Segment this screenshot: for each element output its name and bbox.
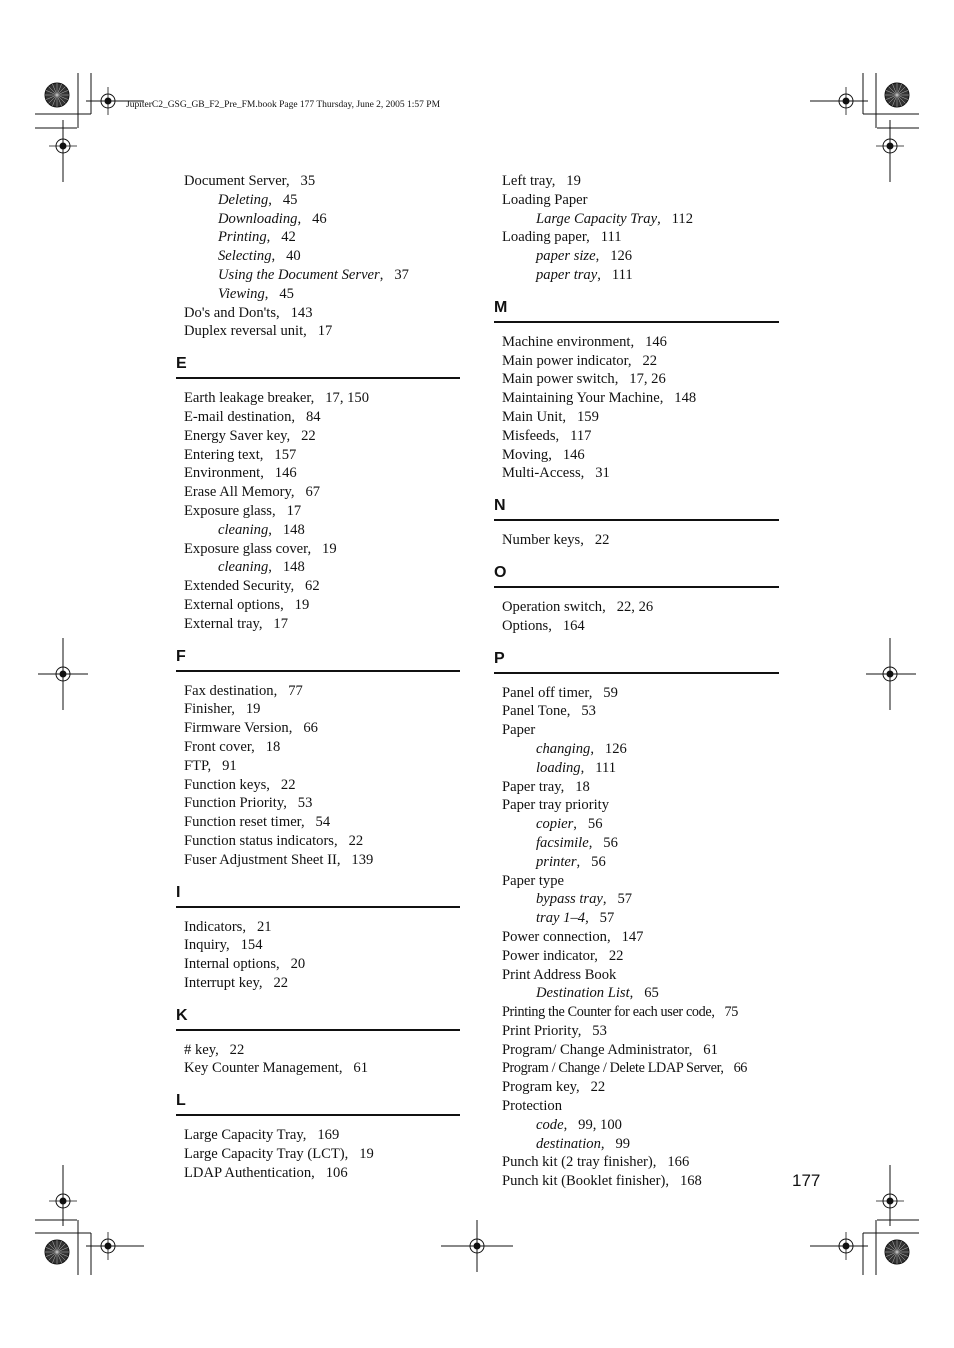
index-subentry: bypass tray, 57 <box>536 891 633 908</box>
index-term: Destination List <box>536 985 630 1002</box>
index-entry: Duplex reversal unit, 17 <box>184 323 333 340</box>
index-entry: Program / Change / Delete LDAP Server, 66 <box>502 1060 748 1077</box>
index-term: Exposure glass <box>184 502 272 519</box>
index-entry: External options, 19 <box>184 596 310 613</box>
section-letter: F <box>176 647 186 665</box>
index-page-ref: 56 <box>587 816 603 833</box>
section-letter: M <box>494 298 508 316</box>
index-page-ref: 19 <box>245 701 261 718</box>
index-entry: Options, 164 <box>502 617 585 634</box>
index-entry: Program/ Change Administrator, 61 <box>502 1041 718 1058</box>
index-entry: Panel Tone, 53 <box>502 703 596 720</box>
index-page-ref: 37 <box>394 266 409 283</box>
index-entry: Function Priority, 53 <box>184 795 313 812</box>
index-term: Paper type <box>502 872 565 889</box>
index-term: Selecting <box>218 248 272 265</box>
index-subentry: code, 99, 100 <box>536 1116 622 1133</box>
index-entry <box>502 721 779 740</box>
index-term: Function keys <box>184 776 267 793</box>
index-page-ref: 42 <box>281 229 296 246</box>
index-term: External options <box>184 596 281 613</box>
index-page-ref: 19 <box>566 173 581 189</box>
index-entry: Misfeeds, 117 <box>502 427 592 444</box>
index-term: Erase All Memory <box>184 484 291 501</box>
index-page-ref: 22 <box>608 947 624 964</box>
index-page-ref: 57 <box>617 891 633 908</box>
index-entry: Main Unit, 159 <box>502 408 599 425</box>
index-entry: Printing the Counter for each user code, 75 <box>502 1004 738 1021</box>
section-letter: I <box>176 883 181 901</box>
index-term: Print Priority <box>502 1022 578 1039</box>
index-term: code <box>536 1116 564 1133</box>
section-heading <box>176 642 460 682</box>
section-heading <box>494 293 779 333</box>
index-entry: Main power indicator, 22 <box>502 352 658 369</box>
index-term: Exposure glass cover <box>184 540 308 557</box>
index-page-ref: 146 <box>645 333 667 350</box>
index-entry: Erase All Memory, 67 <box>184 484 321 501</box>
index-term: Deleting <box>218 191 269 208</box>
index-page-ref: 61 <box>353 1060 368 1077</box>
index-term: # key <box>184 1041 216 1058</box>
index-term: Function reset timer <box>184 814 301 831</box>
index-subentry: cleaning, 148 <box>218 521 305 538</box>
index-page-ref: 18 <box>575 778 590 795</box>
section-rule <box>176 670 460 672</box>
index-term: Main power switch <box>502 371 615 388</box>
index-subentry: facsimile, 56 <box>536 834 618 851</box>
index-term: Protection <box>502 1098 562 1115</box>
index-page-ref: 22 <box>594 532 610 549</box>
index-term: Print Address Book <box>502 966 617 983</box>
index-page-ref: 148 <box>282 521 305 538</box>
index-page-ref: 19 <box>322 540 337 557</box>
index-subentry: loading, 111 <box>536 759 616 776</box>
index-entry: Power connection, 147 <box>502 928 644 945</box>
index-entry: Moving, 146 <box>502 446 585 463</box>
index-page-ref: 159 <box>577 408 599 425</box>
index-entry: Document Server, 35 <box>184 173 316 189</box>
index-term: Downloading <box>218 210 298 227</box>
index-page-ref: 22 <box>273 974 289 991</box>
index-entry: Maintaining Your Machine, 148 <box>502 390 697 407</box>
section-letter: O <box>494 563 507 581</box>
index-entry: Multi-Access, 31 <box>502 465 610 482</box>
index-entry: # key, 22 <box>184 1041 245 1058</box>
index-page-ref: 111 <box>611 266 633 283</box>
index-entry: Left tray, 19 <box>502 173 581 189</box>
index-page-ref: 54 <box>315 814 331 831</box>
index-page-ref: 75 <box>724 1004 738 1021</box>
index-entry: Earth leakage breaker, 17, 150 <box>184 390 369 407</box>
index-page-ref: 157 <box>274 446 297 463</box>
section-rule <box>176 377 460 379</box>
index-entry: Front cover, 18 <box>184 738 281 755</box>
index-entry: Loading paper, 111 <box>502 229 622 246</box>
index-term: Left tray <box>502 173 552 189</box>
index-subentry: Printing, 42 <box>218 229 296 246</box>
index-entry: Function reset timer, 54 <box>184 814 331 831</box>
index-page-ref: 66 <box>303 720 318 737</box>
index-term: cleaning <box>218 521 269 538</box>
index-page-ref: 40 <box>286 248 301 265</box>
index-page-ref: 22 <box>642 352 658 369</box>
index-subentry: Viewing, 45 <box>218 285 294 302</box>
index-term: Options <box>502 617 549 634</box>
index-page-ref: 148 <box>674 390 697 407</box>
index-entry: Panel off timer, 59 <box>502 684 618 701</box>
index-term: Punch kit (Booklet finisher) <box>502 1173 666 1190</box>
index-entry: Inquiry, 154 <box>184 937 263 954</box>
index-term: Firmware Version <box>184 720 289 737</box>
index-entry: Indicators, 21 <box>184 918 272 935</box>
index-entry <box>502 966 779 985</box>
index-term: Large Capacity Tray (LCT) <box>184 1146 345 1163</box>
index-entry: Exposure glass, 17 <box>184 502 302 519</box>
index-page-ref: 111 <box>600 229 622 246</box>
index-entry <box>502 191 779 210</box>
index-term: Environment <box>184 465 261 482</box>
index-entry: Program key, 22 <box>502 1079 606 1096</box>
index-term: E-mail destination <box>184 408 292 425</box>
index-entry: Key Counter Management, 61 <box>184 1060 368 1077</box>
index-page-ref: 77 <box>288 682 303 699</box>
index-term: Document Server <box>184 173 286 189</box>
index-term: Moving <box>502 446 549 463</box>
index-entry: Function keys, 22 <box>184 776 296 793</box>
index-term: Panel Tone <box>502 703 567 720</box>
index-subentry: tray 1–4, 57 <box>536 910 615 927</box>
index-term: tray 1–4 <box>536 910 586 927</box>
index-term: Panel off timer <box>502 684 589 701</box>
index-term: Program / Change / Delete LDAP Server <box>502 1060 721 1077</box>
index-term: cleaning <box>218 559 269 576</box>
index-entry: E-mail destination, 84 <box>184 408 321 425</box>
section-heading <box>176 878 460 918</box>
index-page-ref: 139 <box>351 851 374 868</box>
index-term: facsimile <box>536 834 589 851</box>
index-term: LDAP Authentication <box>184 1164 312 1181</box>
index-term: Maintaining Your Machine <box>502 390 660 407</box>
index-entry: Exposure glass cover, 19 <box>184 540 337 557</box>
index-subentry: changing, 126 <box>536 740 627 757</box>
index-term: Paper <box>502 722 536 739</box>
section-heading <box>494 491 779 531</box>
index-page-ref: 53 <box>592 1022 607 1039</box>
section-heading <box>494 644 779 684</box>
index-term: FTP <box>184 757 208 774</box>
index-term: External tray <box>184 615 259 632</box>
index-page-ref: 22 <box>280 776 296 793</box>
index-term: Function Priority <box>184 795 284 812</box>
index-term: Paper tray priority <box>502 797 609 814</box>
index-page-ref: 35 <box>300 173 316 189</box>
index-term: Duplex reversal unit <box>184 323 304 340</box>
section-letter: K <box>176 1006 188 1024</box>
index-term: Paper tray <box>502 778 561 795</box>
index-subentry: Selecting, 40 <box>218 248 301 265</box>
index-page-ref: 154 <box>240 937 263 954</box>
index-term: paper size <box>536 248 596 265</box>
index-page-ref: 56 <box>591 853 606 870</box>
index-entry: Energy Saver key, 22 <box>184 427 316 444</box>
index-term: Inquiry <box>184 937 227 954</box>
section-rule <box>494 672 779 674</box>
index-entry: Operation switch, 22, 26 <box>502 598 654 615</box>
index-entry: Fax destination, 77 <box>184 682 303 699</box>
section-rule <box>176 1029 460 1031</box>
index-entry: Punch kit (2 tray finisher), 166 <box>502 1154 690 1171</box>
index-entry: Print Priority, 53 <box>502 1022 607 1039</box>
index-term: changing <box>536 740 591 757</box>
index-page-ref: 146 <box>274 465 297 482</box>
index-page-ref: 99 <box>615 1135 631 1152</box>
index-subentry: Downloading, 46 <box>218 210 327 227</box>
index-term: loading <box>536 759 581 776</box>
index-term: Extended Security <box>184 578 291 595</box>
index-page-ref: 22 <box>590 1079 606 1096</box>
index-entry: Punch kit (Booklet finisher), 168 <box>502 1173 702 1190</box>
index-subentry: paper tray, 111 <box>536 266 633 283</box>
index-entry: Function status indicators, 22 <box>184 832 364 849</box>
index-page-ref: 53 <box>581 703 596 720</box>
index-entry: Entering text, 157 <box>184 446 297 463</box>
book-header: JupiterC2_GSG_GB_F2_Pre_FM.book Page 177 Thursday, June 2, 2005 1:57 PM <box>126 100 441 110</box>
index-term: Earth leakage breaker <box>184 390 311 407</box>
index-page-ref: 21 <box>256 918 272 935</box>
index-term: Main Unit <box>502 408 563 425</box>
index-term: Front cover <box>184 738 252 755</box>
index-entry: External tray, 17 <box>184 615 289 632</box>
index-term: Function status indicators <box>184 832 334 849</box>
index-entry: Large Capacity Tray (LCT), 19 <box>184 1146 374 1163</box>
index-page-ref: 91 <box>222 757 237 774</box>
index-term: Indicators <box>184 918 243 935</box>
index-term: Loading paper <box>502 229 587 246</box>
index-term: Punch kit (2 tray finisher) <box>502 1154 653 1171</box>
index-page-ref: 84 <box>306 408 321 425</box>
index-page-ref: 22, 26 <box>616 598 654 615</box>
index-page-ref: 59 <box>603 684 618 701</box>
index-page-ref: 17, 26 <box>629 371 666 388</box>
index-entry: Number keys, 22 <box>502 532 610 549</box>
index-term: printer <box>536 853 577 870</box>
index-page-ref: 53 <box>297 795 313 812</box>
index-page-ref: 46 <box>312 210 327 227</box>
index-page-ref: 17, 150 <box>325 390 369 407</box>
index-term: Key Counter Management <box>184 1060 339 1077</box>
index-subentry: Using the Document Server, 37 <box>218 266 409 283</box>
section-rule <box>494 519 779 521</box>
index-page-ref: 18 <box>265 738 281 755</box>
index-page-ref: 17 <box>317 323 333 340</box>
index-term: Entering text <box>184 446 260 463</box>
index-page-ref: 56 <box>603 834 618 851</box>
index-page-ref: 45 <box>279 285 294 302</box>
index-term: Program/ Change Administrator <box>502 1041 689 1058</box>
index-entry: Machine environment, 146 <box>502 333 667 350</box>
index-term: Finisher <box>184 701 232 718</box>
index-page-ref: 19 <box>359 1146 374 1163</box>
index-entry: Large Capacity Tray, 169 <box>184 1127 340 1144</box>
section-heading <box>176 1086 460 1126</box>
index-term: Large Capacity Tray <box>536 210 658 227</box>
index-page-ref: 169 <box>317 1127 340 1144</box>
index-page-ref: 146 <box>562 446 585 463</box>
index-page-ref: 112 <box>671 210 694 227</box>
section-heading <box>176 1001 460 1041</box>
index-entry: Power indicator, 22 <box>502 947 624 964</box>
index-column-right <box>494 172 779 1191</box>
index-term: Do's and Don'ts <box>184 304 277 321</box>
index-term: Misfeeds <box>502 427 556 444</box>
index-entry: FTP, 91 <box>184 757 237 774</box>
index-page-ref: 45 <box>282 191 298 208</box>
section-letter: P <box>494 649 505 667</box>
index-page-ref: 147 <box>621 928 644 945</box>
index-entry: Do's and Don'ts, 143 <box>184 304 313 321</box>
index-page-ref: 65 <box>644 985 659 1002</box>
index-term: Number keys <box>502 532 581 549</box>
index-page-ref: 22 <box>301 427 316 444</box>
index-entry: Extended Security, 62 <box>184 578 320 595</box>
index-term: Printing the Counter for each user code <box>502 1004 712 1021</box>
index-term: Machine environment <box>502 333 631 350</box>
index-entry: Firmware Version, 66 <box>184 720 318 737</box>
section-heading <box>176 349 460 389</box>
index-page-ref: 111 <box>595 759 616 776</box>
index-term: Using the Document Server <box>218 266 380 283</box>
index-term: Power connection <box>502 928 607 945</box>
index-page-ref: 17 <box>286 502 302 519</box>
index-page-ref: 20 <box>290 956 306 973</box>
index-term: Fax destination <box>184 682 274 699</box>
index-term: destination <box>536 1135 601 1152</box>
index-term: Printing <box>218 229 267 246</box>
index-term: Power indicator <box>502 947 595 964</box>
index-subentry: printer, 56 <box>536 853 606 870</box>
index-page-ref: 66 <box>733 1060 748 1077</box>
index-page-ref: 106 <box>325 1164 348 1181</box>
index-term: Internal options <box>184 956 277 973</box>
index-term: paper tray <box>536 266 598 283</box>
index-page-ref: 148 <box>282 559 305 576</box>
index-page-ref: 164 <box>562 617 585 634</box>
index-term: Main power indicator <box>502 352 628 369</box>
index-page-ref: 168 <box>679 1173 702 1190</box>
page-number: 177 <box>792 1171 821 1190</box>
index-term: Viewing <box>218 285 265 302</box>
index-page-ref: 22 <box>229 1041 245 1058</box>
index-entry: LDAP Authentication, 106 <box>184 1164 348 1181</box>
index-subentry: Deleting, 45 <box>218 191 298 208</box>
index-page-ref: 22 <box>348 832 364 849</box>
index-entry <box>502 796 779 815</box>
index-term: Multi-Access <box>502 465 581 482</box>
index-page-ref: 99, 100 <box>578 1116 622 1133</box>
index-subentry: cleaning, 148 <box>218 559 305 576</box>
index-page-ref: 117 <box>570 427 592 444</box>
index-subentry: Destination List, 65 <box>536 985 659 1002</box>
index-page-ref: 62 <box>305 578 320 595</box>
section-rule <box>176 1114 460 1116</box>
index-page-ref: 61 <box>703 1041 718 1058</box>
section-letter: L <box>176 1092 186 1110</box>
index-term: Interrupt key <box>184 974 259 991</box>
index-entry <box>502 872 779 891</box>
index-subentry: copier, 56 <box>536 816 603 833</box>
index-term: copier <box>536 816 574 833</box>
section-rule <box>176 906 460 908</box>
index-term: bypass tray <box>536 891 603 908</box>
index-subentry: Large Capacity Tray, 112 <box>536 210 694 227</box>
index-subentry: paper size, 126 <box>536 248 633 265</box>
index-page-ref: 126 <box>610 248 633 265</box>
section-rule <box>494 586 779 588</box>
index-entry: Main power switch, 17, 26 <box>502 371 666 388</box>
section-rule <box>494 321 779 323</box>
index-entry: Internal options, 20 <box>184 956 306 973</box>
index-page-ref: 31 <box>595 465 610 482</box>
section-heading <box>494 558 779 598</box>
index-entry: Fuser Adjustment Sheet II, 139 <box>184 851 374 868</box>
index-column-left <box>176 172 460 1183</box>
index-term: Fuser Adjustment Sheet II <box>184 851 337 868</box>
index-term: Loading Paper <box>502 191 588 208</box>
index-page-ref: 67 <box>305 484 321 501</box>
index-entry: Interrupt key, 22 <box>184 974 289 991</box>
index-page-ref: 143 <box>290 304 313 321</box>
index-page-ref: 57 <box>599 910 615 927</box>
index-term: Large Capacity Tray <box>184 1127 303 1144</box>
index-entry: Paper tray, 18 <box>502 778 590 795</box>
index-page-ref: 19 <box>294 596 310 613</box>
section-letter: N <box>494 497 506 515</box>
index-page-ref: 166 <box>667 1154 690 1171</box>
index-term: Energy Saver key <box>184 427 287 444</box>
index-term: Operation switch <box>502 598 603 615</box>
section-letter: E <box>176 355 187 373</box>
index-entry: Environment, 146 <box>184 465 297 482</box>
index-term: Program key <box>502 1079 577 1096</box>
index-page-ref: 17 <box>273 615 289 632</box>
index-subentry: destination, 99 <box>536 1135 631 1152</box>
index-page-ref: 126 <box>604 740 627 757</box>
index-entry <box>502 1097 779 1116</box>
index-entry: Finisher, 19 <box>184 701 261 718</box>
